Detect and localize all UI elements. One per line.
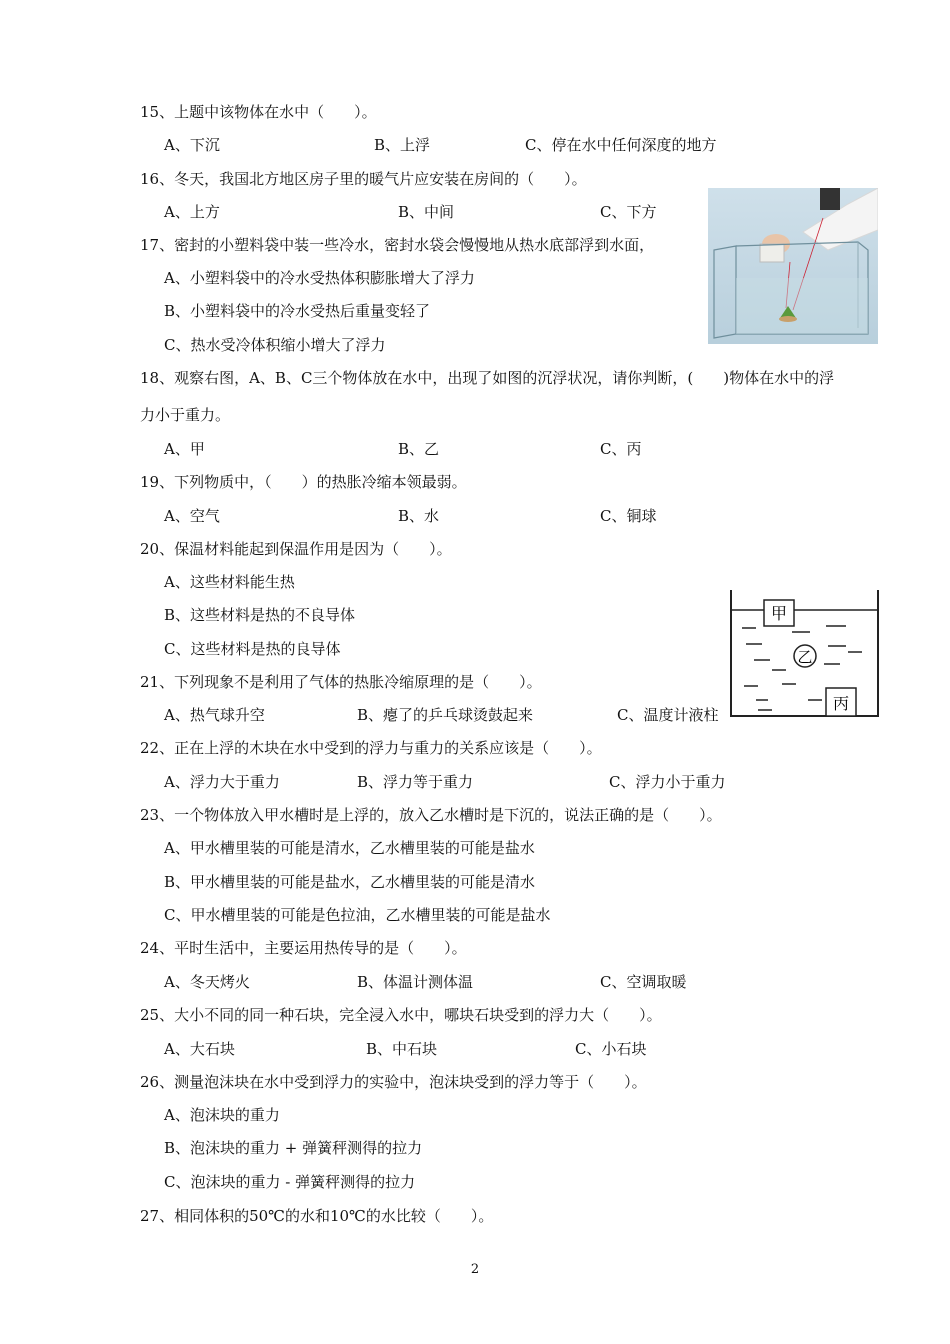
q25-option-a: A、大石块: [164, 1040, 235, 1058]
q26-option-b: B、泡沫块的重力 + 弹簧秤测得的拉力: [164, 1139, 423, 1157]
q24-option-b: B、体温计测体温: [357, 973, 474, 991]
experiment-photo: [708, 188, 878, 344]
q20-option-a: A、这些材料能生热: [164, 573, 295, 591]
label-bing: 丙: [832, 694, 850, 713]
question-21-stem: 21、下列现象不是利用了气体的热胀冷缩原理的是（ ）。: [140, 673, 542, 691]
q21-option-a: A、热气球升空: [164, 706, 265, 724]
question-19-stem: 19、下列物质中，（ ）的热胀冷缩本领最弱。: [140, 473, 467, 491]
question-15-stem: 15、上题中该物体在水中（ ）。: [140, 103, 377, 121]
q16-option-c: C、下方: [600, 203, 657, 221]
question-16-stem: 16、冬天，我国北方地区房子里的暖气片应安装在房间的（ ）。: [140, 170, 587, 188]
q25-option-c: C、小石块: [575, 1040, 647, 1058]
question-18-stem: 18、观察右图，A、B、C三个物体放在水中，出现了如图的沉浮状况，请你判断，( )物体在水中的浮: [140, 369, 835, 387]
q19-option-a: A、空气: [164, 507, 220, 525]
q22-option-b: B、浮力等于重力: [357, 773, 474, 791]
q20-option-b: B、这些材料是热的不良导体: [164, 606, 356, 624]
q23-option-b: B、甲水槽里装的可能是盐水，乙水槽里装的可能是清水: [164, 873, 536, 891]
question-25-stem: 25、大小不同的同一种石块，完全浸入水中，哪块石块受到的浮力大（ ）。: [140, 1006, 662, 1024]
q17-option-b: B、小塑料袋中的冷水受热后重量变轻了: [164, 302, 431, 320]
q16-option-b: B、中间: [398, 203, 455, 221]
q15-option-b: B、上浮: [374, 136, 431, 154]
label-yi: 乙: [797, 648, 813, 666]
q22-option-c: C、浮力小于重力: [609, 773, 726, 791]
q20-option-c: C、这些材料是热的良导体: [164, 640, 341, 658]
q17-option-c: C、热水受冷体积缩小增大了浮力: [164, 336, 386, 354]
q24-option-a: A、冬天烤火: [164, 973, 250, 991]
question-18-stem-continued: 力小于重力。: [140, 406, 231, 424]
question-23-stem: 23、一个物体放入甲水槽时是上浮的，放入乙水槽时是下沉的，说法正确的是（ ）。: [140, 806, 722, 824]
q15-option-c: C、停在水中任何深度的地方: [525, 136, 717, 154]
q22-option-a: A、浮力大于重力: [164, 773, 280, 791]
question-24-stem: 24、平时生活中，主要运用热传导的是（ ）。: [140, 939, 467, 957]
q18-option-a: A、甲: [164, 440, 205, 458]
q16-option-a: A、上方: [164, 203, 220, 221]
sink-float-diagram: [728, 588, 880, 718]
question-27-stem: 27、相同体积的50℃的水和10℃的水比较（ ）。: [140, 1207, 494, 1225]
q17-option-a: A、小塑料袋中的冷水受热体积膨胀增大了浮力: [164, 269, 475, 287]
q21-option-b: B、瘪了的乒乓球烫鼓起来: [357, 706, 534, 724]
q21-option-c: C、温度计液柱: [617, 706, 719, 724]
q25-option-b: B、中石块: [366, 1040, 438, 1058]
q15-option-a: A、下沉: [164, 136, 220, 154]
q18-option-b: B、乙: [398, 440, 440, 458]
q19-option-c: C、铜球: [600, 507, 657, 525]
q18-option-c: C、丙: [600, 440, 642, 458]
q24-option-c: C、空调取暖: [600, 973, 687, 991]
q23-option-c: C、甲水槽里装的可能是色拉油，乙水槽里装的可能是盐水: [164, 906, 551, 924]
question-20-stem: 20、保温材料能起到保温作用是因为（ ）。: [140, 540, 452, 558]
q19-option-b: B、水: [398, 507, 440, 525]
q23-option-a: A、甲水槽里装的可能是清水，乙水槽里装的可能是盐水: [164, 839, 535, 857]
q26-option-a: A、泡沫块的重力: [164, 1106, 280, 1124]
q26-option-c: C、泡沫块的重力 - 弹簧秤测得的拉力: [164, 1173, 416, 1191]
question-26-stem: 26、测量泡沫块在水中受到浮力的实验中，泡沫块受到的浮力等于（ ）。: [140, 1073, 647, 1091]
question-17-stem: 17、密封的小塑料袋中装一些冷水，密封水袋会慢慢地从热水底部浮到水面，: [140, 236, 655, 254]
page-number: 2: [470, 1262, 480, 1277]
question-22-stem: 22、正在上浮的木块在水中受到的浮力与重力的关系应该是（ ）。: [140, 739, 602, 757]
label-jia: 甲: [770, 604, 788, 623]
